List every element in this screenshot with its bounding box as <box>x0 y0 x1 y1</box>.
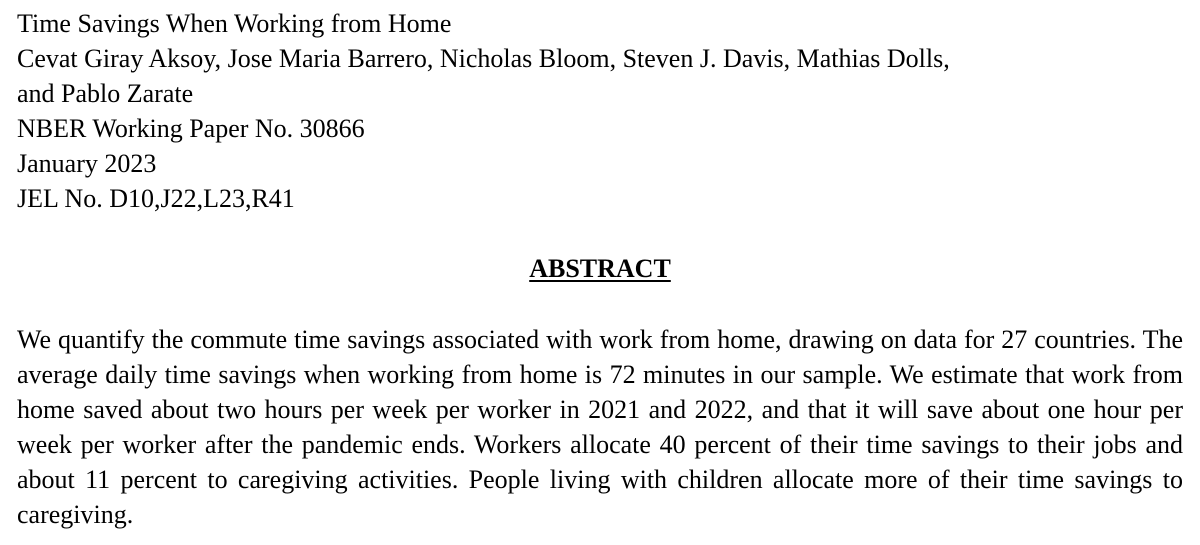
abstract-text: We quantify the commute time savings associated with work from home, drawing on data for 27 countries. The average daily time savings when working from home is 72 minutes in our sample. We estimate that work from home saved about two hours per week per worker in 2021 and 2022, and that it will save about one hour per week per worker after the pandemic ends. Workers allocate 40 percent of their time savings to their jobs and about 11 percent to caregiving activities. People living with children allocate more of their time savings to caregiving. <box>17 325 1183 529</box>
paper-date: January 2023 <box>17 149 157 178</box>
paper-metadata <box>17 6 1183 216</box>
paper-jel-codes: JEL No. D10,J22,L23,R41 <box>17 184 295 213</box>
paper-series-number: NBER Working Paper No. 30866 <box>17 114 365 143</box>
paper-title: Time Savings When Working from Home <box>17 9 452 38</box>
paper-authors-line-1: Cevat Giray Aksoy, Jose Maria Barrero, Nicholas Bloom, Steven J. Davis, Mathias Dolls, <box>17 44 950 73</box>
abstract-heading: ABSTRACT <box>529 254 671 283</box>
paper-authors-line-2: and Pablo Zarate <box>17 79 194 108</box>
